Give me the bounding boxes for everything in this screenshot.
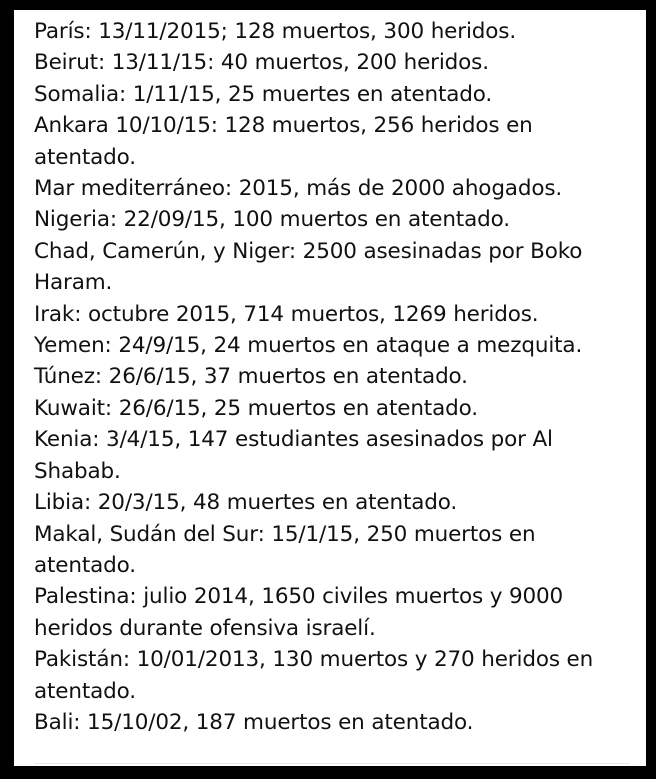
divider xyxy=(34,763,630,764)
list-item: París: 13/11/2015; 128 muertos, 300 heridos. xyxy=(34,19,517,44)
list-item: Beirut: 13/11/15: 40 muertos, 200 heridos. xyxy=(34,50,489,76)
list-item: Túnez: 26/6/15, 37 muertos en atentado. xyxy=(34,364,468,390)
list-item: Bali: 15/10/02, 187 muertos en atentado. xyxy=(34,709,474,735)
list-item: Chad, Camerún, y Niger: 2500 asesinadas por Boko Haram. xyxy=(34,238,583,296)
document-frame xyxy=(14,10,646,766)
list-item: Kuwait: 26/6/15, 25 muertos en atentado. xyxy=(34,395,478,421)
attack-list xyxy=(34,16,636,738)
list-item: Palestina: julio 2014, 1650 civiles muertos y 9000 heridos durante ofensiva israelí. xyxy=(34,584,564,641)
list-item: Somalia: 1/11/15, 25 muertes en atentado. xyxy=(34,81,493,107)
list-item: Nigeria: 22/09/15, 100 muertos en atentado. xyxy=(34,207,510,233)
list-item: Makal, Sudán del Sur: 15/1/15, 250 muertos en atentado. xyxy=(34,521,536,578)
list-item: Pakistán: 10/01/2013, 130 muertos y 270 heridos en atentado. xyxy=(34,647,594,704)
list-item: Yemen: 24/9/15, 24 muertos en ataque a mezquita. xyxy=(34,333,583,359)
list-item: Irak: octubre 2015, 714 muertos, 1269 heridos. xyxy=(34,301,539,327)
list-item: Mar mediterráneo: 2015, más de 2000 ahogados. xyxy=(34,176,563,202)
list-item: Kenia: 3/4/15, 147 estudiantes asesinados por Al Shabab. xyxy=(34,427,553,484)
list-item: Libia: 20/3/15, 48 muertes en atentado. xyxy=(34,490,458,516)
list-item: Ankara 10/10/15: 128 muertos, 256 heridos en atentado. xyxy=(34,113,533,170)
